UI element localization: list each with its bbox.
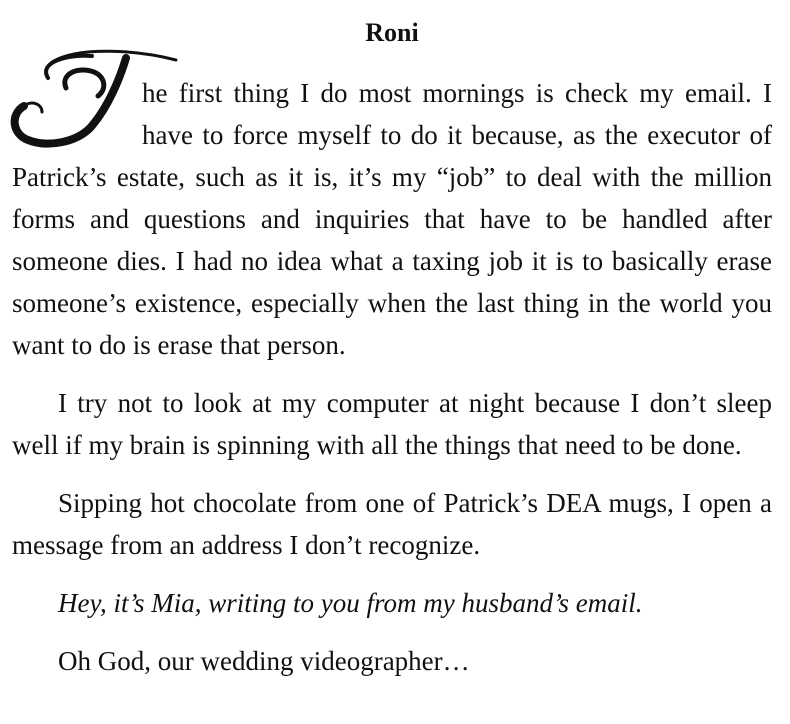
paragraph-1-text: he first thing I do most mornings is check my email. I have to force myself to do it because, as the executor of Patrick’s estate, such as it is, it’s my “job” to deal with the million forms and questions and inquiries that have to be handled after someone dies. I had no idea what a taxing job it is to basically erase someone’s existence, especially when the last thing in the world you want to do is erase that person. — [12, 78, 772, 360]
paragraph-3: Sipping hot chocolate from one of Patrick’s DEA mugs, I open a message from an address I don’t recognize. — [12, 488, 772, 560]
book-page — [12, 0, 772, 682]
drop-cap-t-icon — [8, 48, 178, 148]
paragraph-4-italic: Hey, it’s Mia, writing to you from my husband’s email. — [58, 588, 643, 618]
paragraph-1 — [12, 72, 772, 366]
chapter-title: Roni — [365, 18, 419, 47]
paragraph-2: I try not to look at my computer at night because I don’t sleep well if my brain is spinning with all the things that need to be done. — [12, 388, 772, 460]
paragraph-5: Oh God, our wedding videographer… — [58, 646, 470, 676]
drop-cap — [12, 48, 136, 144]
